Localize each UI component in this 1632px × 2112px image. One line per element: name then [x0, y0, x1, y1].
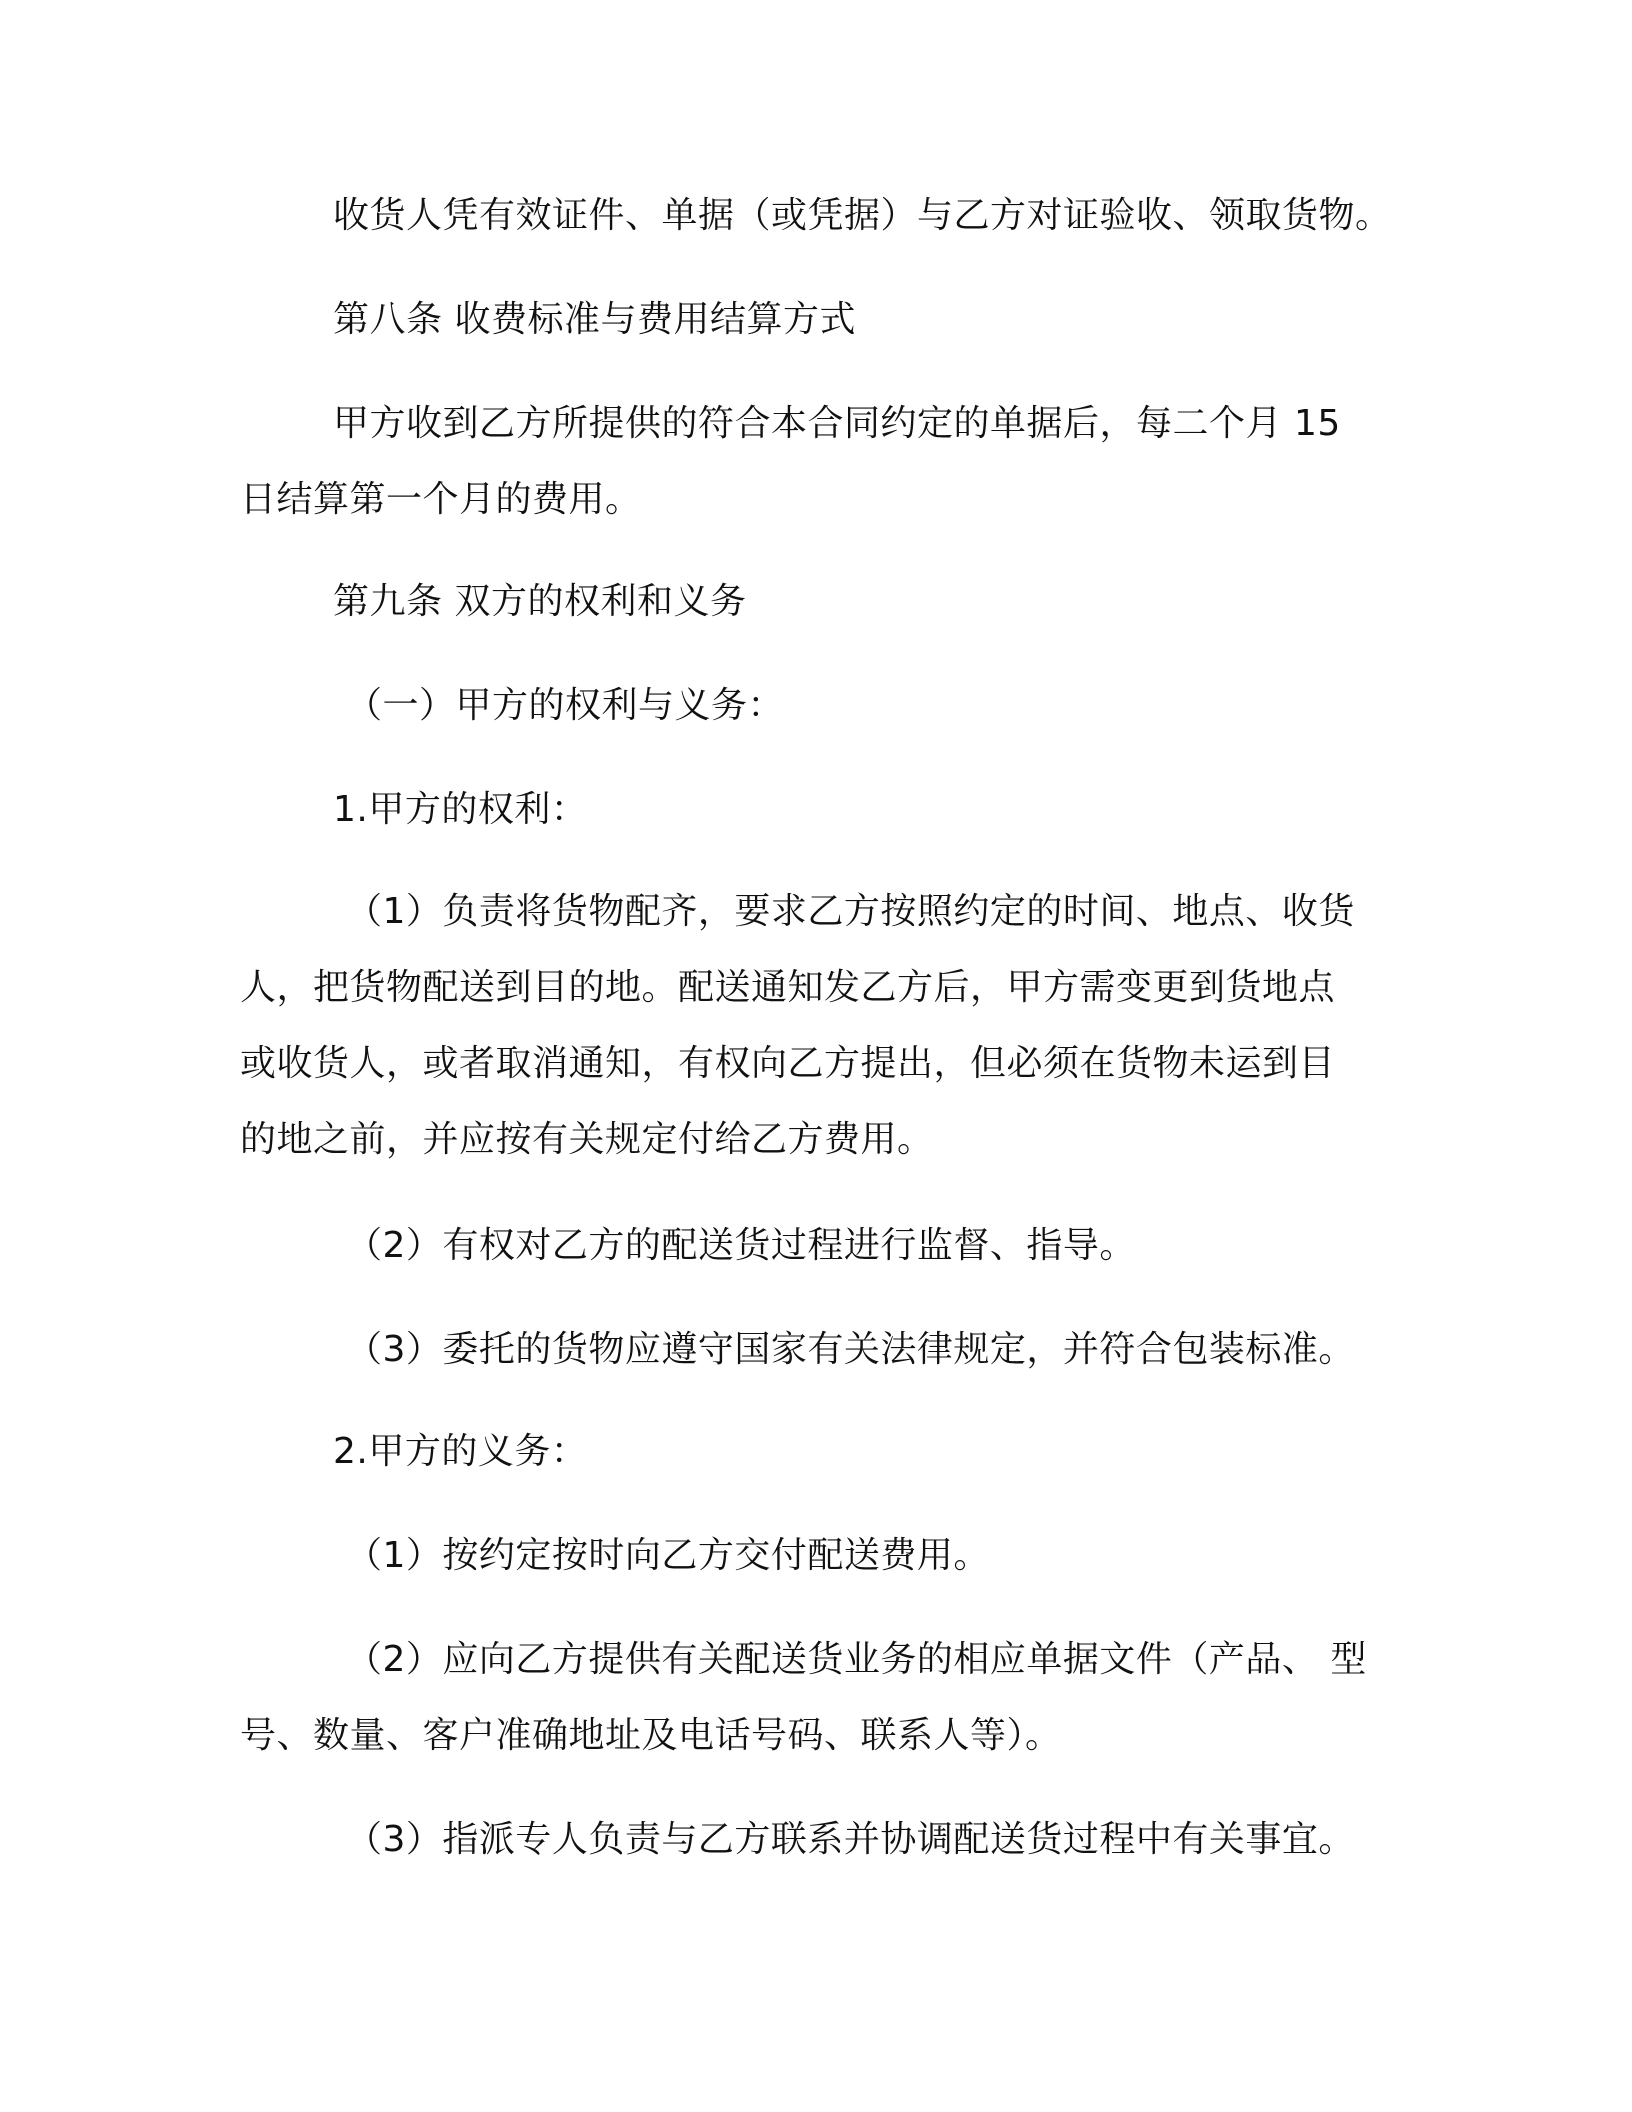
- section-heading: （一）甲方的权利与义务：: [346, 685, 785, 726]
- subsection-heading: 1.甲方的权利：: [333, 789, 588, 830]
- list-item: （2）有权对乙方的配送货过程进行监督、指导。: [346, 1225, 1136, 1266]
- paragraph-line: 的地之前，并应按有关规定付给乙方费用。: [240, 1119, 934, 1160]
- article-heading: 第九条 双方的权利和义务: [333, 581, 747, 622]
- paragraph-line: 收货人凭有效证件、单据（或凭据）与乙方对证验收、领取货物。: [333, 195, 1392, 236]
- list-item: （1）按约定按时向乙方交付配送费用。: [346, 1535, 990, 1576]
- paragraph-line: 日结算第一个月的费用。: [240, 479, 642, 520]
- subsection-heading: 2.甲方的义务：: [333, 1431, 588, 1472]
- paragraph-line: 或收货人，或者取消通知，有权向乙方提出，但必须在货物未运到目: [240, 1043, 1336, 1084]
- list-item: （3）指派专人负责与乙方联系并协调配送货过程中有关事宜。: [346, 1819, 1355, 1860]
- list-item: （2）应向乙方提供有关配送货业务的相应单据文件（产品、 型: [346, 1639, 1367, 1680]
- paragraph-line: 号、数量、客户准确地址及电话号码、联系人等）。: [240, 1715, 1062, 1756]
- article-heading: 第八条 收费标准与费用结算方式: [333, 299, 856, 340]
- list-item: （3）委托的货物应遵守国家有关法律规定，并符合包装标准。: [346, 1329, 1355, 1370]
- paragraph-line: 人，把货物配送到目的地。配送通知发乙方后，甲方需变更到货地点: [240, 967, 1336, 1008]
- paragraph-line: 甲方收到乙方所提供的符合本合同约定的单据后，每二个月 15: [333, 403, 1341, 444]
- list-item: （1）负责将货物配齐，要求乙方按照约定的时间、地点、收货: [346, 891, 1355, 932]
